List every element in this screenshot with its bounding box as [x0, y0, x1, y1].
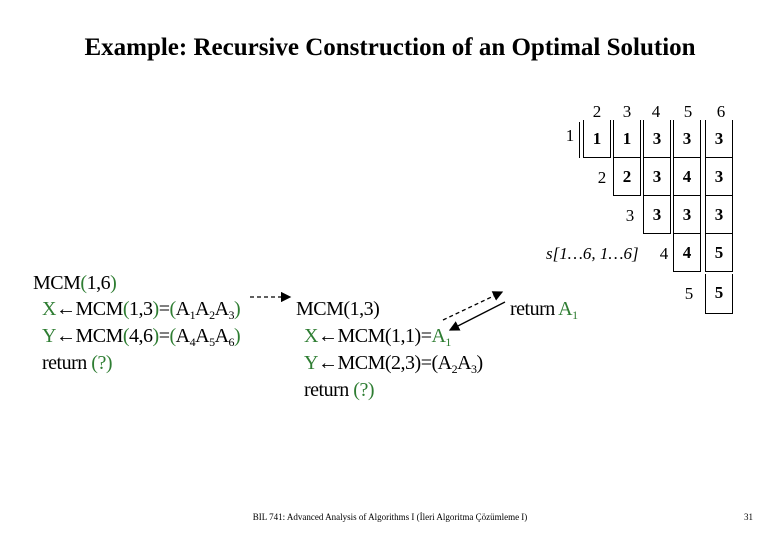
row-number: 2: [597, 168, 607, 187]
call-line-x: $X\leftarrow MCM(1,1)=A_1$: [304, 325, 451, 349]
s-cell: 3: [673, 196, 701, 234]
s-cell: 5: [705, 274, 733, 314]
dashed-call-arrow: [443, 292, 502, 320]
footer-course-title: BIL 741: Advanced Analysis of Algorithms I (İleri Algoritma Çözümleme I): [252, 512, 528, 522]
s-cell: 2: [613, 158, 641, 196]
call-line-mcm-1-3: MCM(1,3): [296, 298, 380, 320]
fn-name: MCM: [33, 272, 81, 294]
col-header: 6: [716, 102, 726, 121]
s-cell: 3: [705, 120, 733, 158]
s-cell: 3: [643, 120, 671, 158]
call-line-y: $Y\leftarrow MCM(2,3)=(A_2A_3)$: [304, 352, 483, 376]
call-line-y: $Y\leftarrow MCM(4,6)=(A_4A_5A_6)$: [42, 325, 241, 349]
col-header: 4: [651, 102, 661, 121]
call-line-x: $X\leftarrow MCM(1,3)=(A_1A_2A_3)$: [42, 298, 241, 322]
row-number: 5: [684, 284, 694, 303]
col-header: 2: [592, 102, 602, 121]
row-number: 3: [625, 206, 635, 225]
s-cell: 1: [613, 120, 641, 158]
return-arrow: [450, 302, 505, 330]
s-cell: 4: [673, 234, 701, 272]
s-cell: 1: [583, 120, 611, 158]
s-table-label: s[1…6, 1…6]: [546, 244, 639, 263]
page-number: 31: [744, 512, 753, 522]
s-cell: 3: [705, 196, 733, 234]
s-cell: 5: [705, 234, 733, 272]
s-cell: 3: [643, 196, 671, 234]
slide-title: Example: Recursive Construction of an Optimal Solution: [84, 34, 696, 61]
row-number: 4: [659, 244, 669, 263]
row-header: 1: [565, 126, 575, 145]
s-cell: 4: [673, 158, 701, 196]
s-cell: 3: [643, 158, 671, 196]
col-header: 3: [622, 102, 632, 121]
call-line-mcm-1-6: MCM(1,6): [33, 272, 117, 294]
s-cell: 3: [673, 120, 701, 158]
col-header: 5: [683, 102, 693, 121]
return-a1: return $A_1$: [510, 298, 578, 322]
call-line-return: return (?): [304, 379, 374, 401]
call-line-return: return (?): [42, 352, 112, 374]
s-cell: 3: [705, 158, 733, 196]
